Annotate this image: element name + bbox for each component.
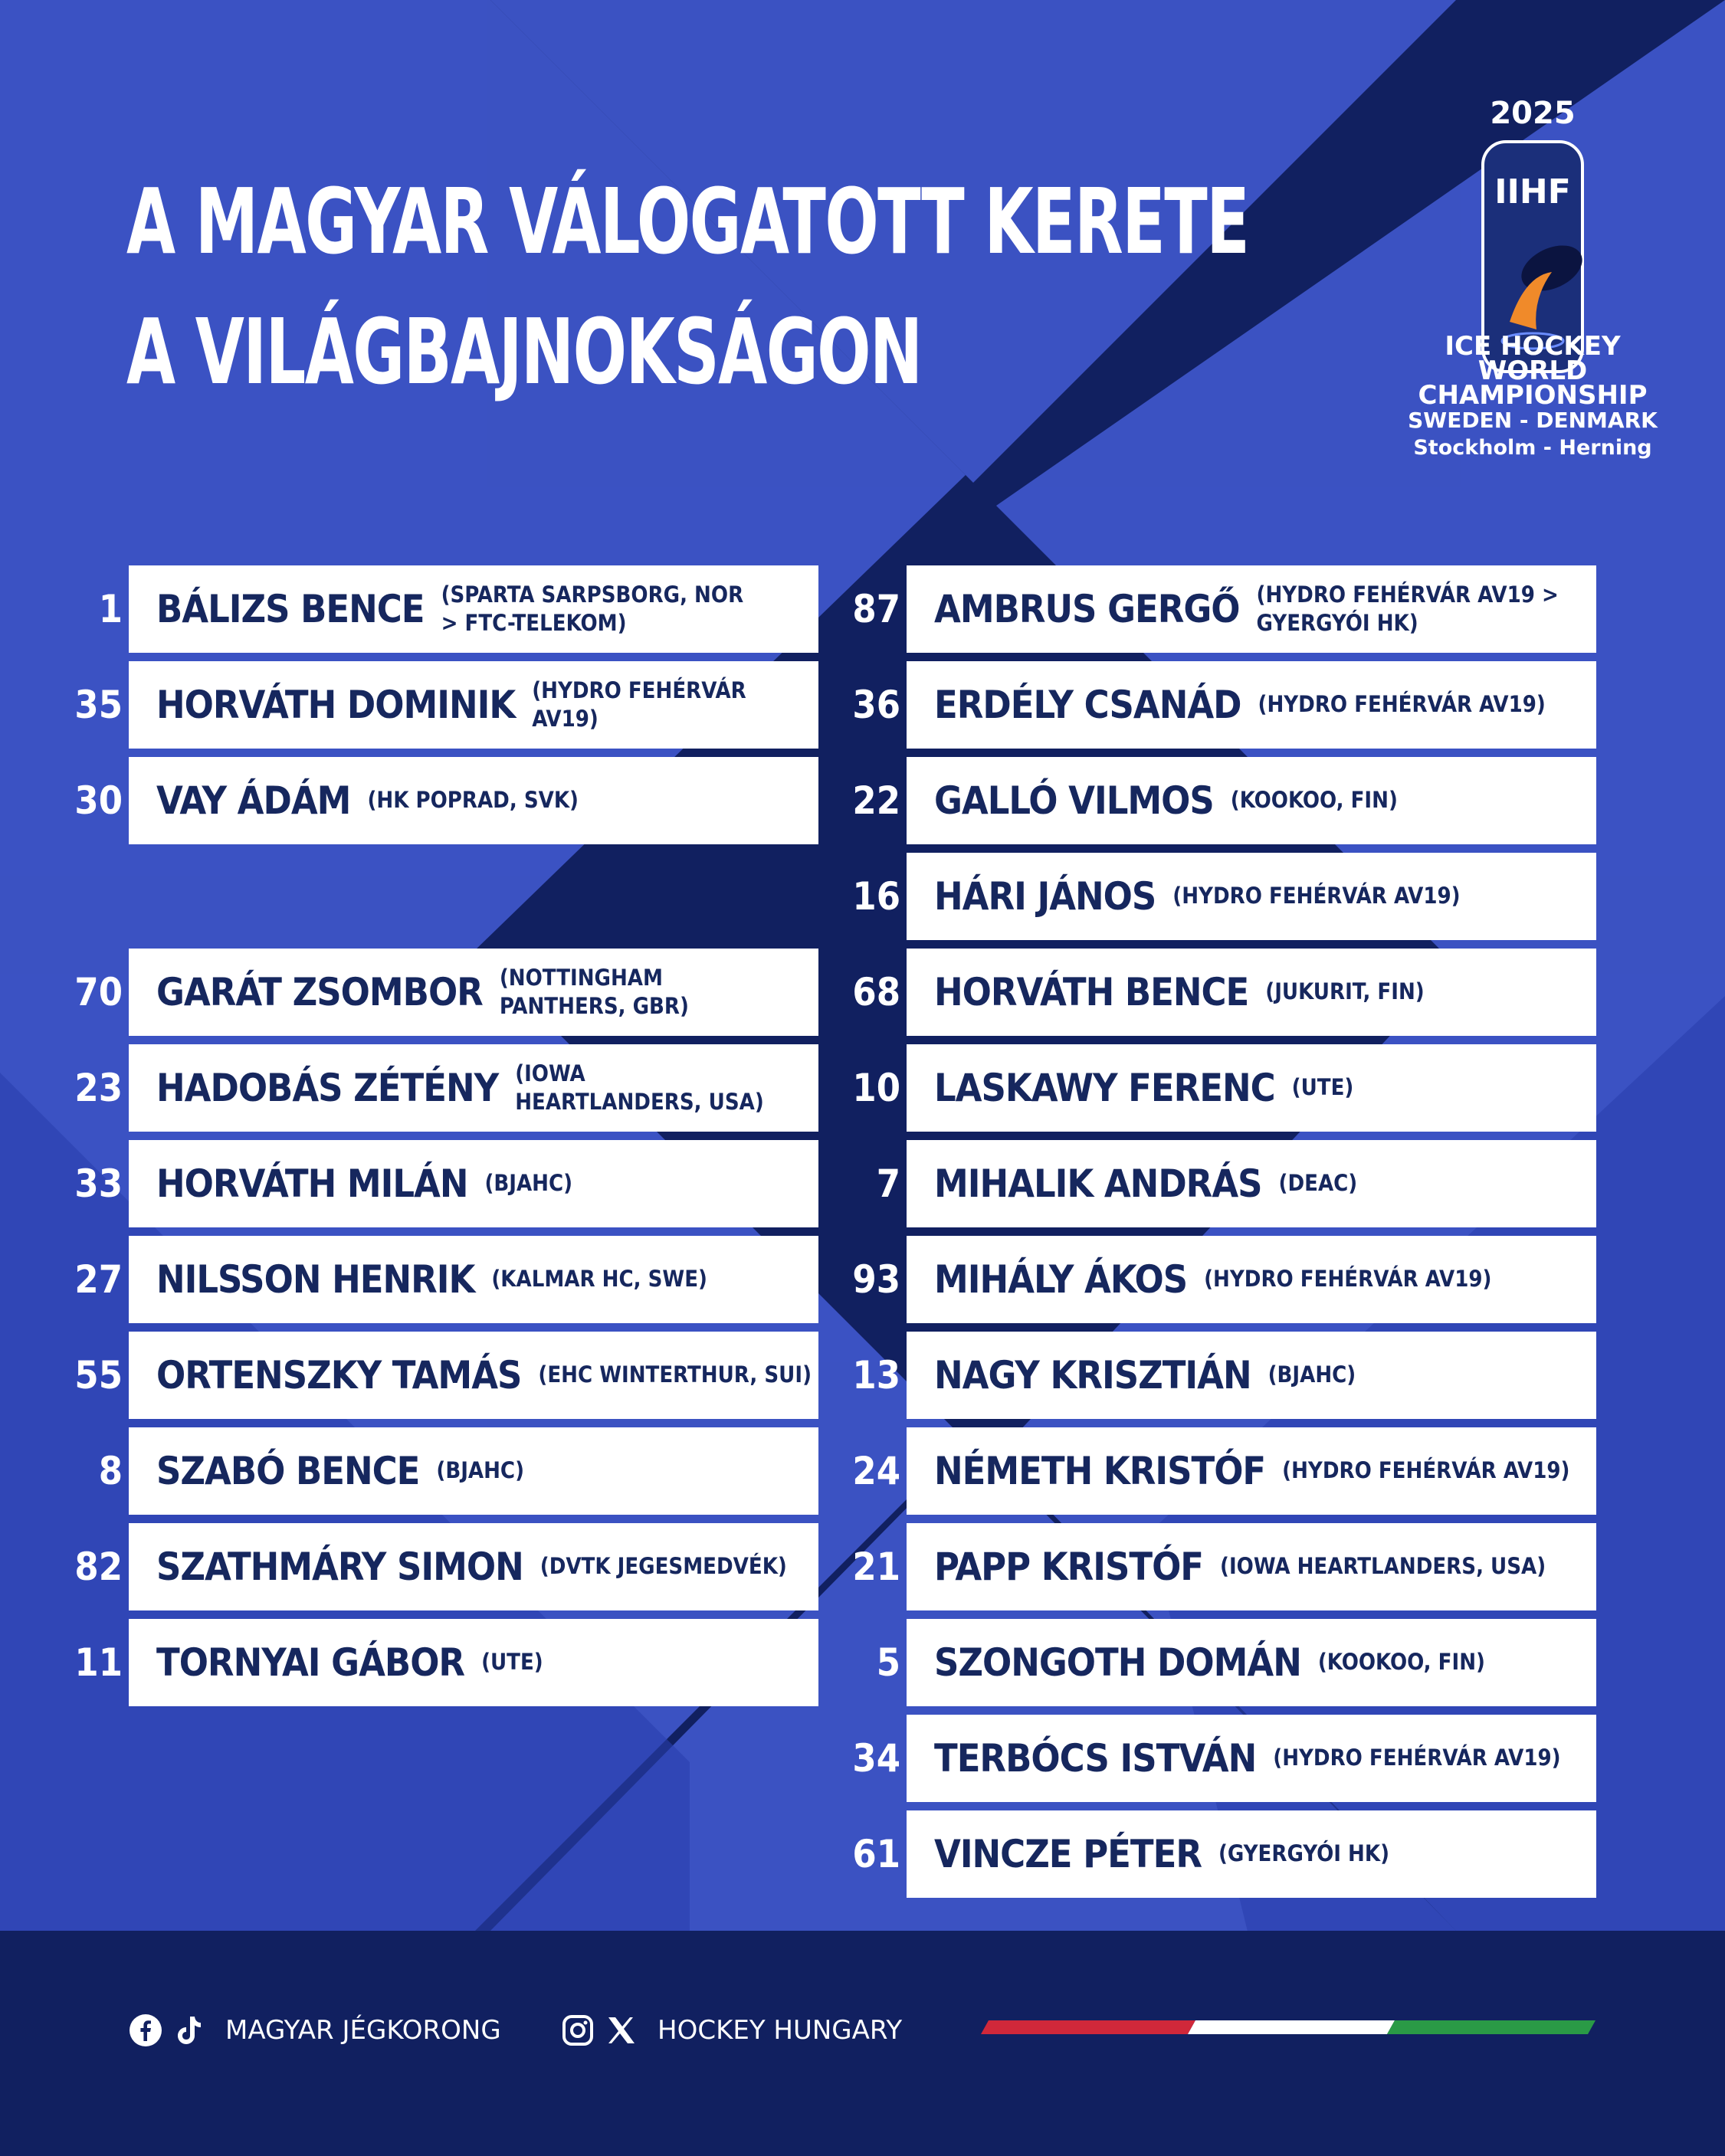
player-club: (HK POPRAD, SVK) bbox=[367, 787, 579, 814]
player-card bbox=[907, 1332, 1596, 1419]
footer-social-2 bbox=[561, 2007, 902, 2053]
player-card bbox=[129, 757, 818, 844]
player-name: MIHALIK ANDRÁS bbox=[934, 1162, 1262, 1206]
player-club: (GYERGYÓI HK) bbox=[1218, 1840, 1390, 1867]
player-name: NAGY KRISZTIÁN bbox=[934, 1353, 1251, 1397]
player-number: 10 bbox=[852, 1066, 900, 1110]
player-name: HADOBÁS ZÉTÉNY bbox=[156, 1066, 499, 1110]
player-card bbox=[907, 757, 1596, 844]
player-name: LASKAWY FERENC bbox=[934, 1066, 1275, 1110]
player-card bbox=[129, 1523, 818, 1610]
logo-line2: WORLD bbox=[1477, 356, 1588, 386]
player-club: (IOWA HEARTLANDERS, USA) bbox=[1220, 1553, 1546, 1580]
player-card bbox=[907, 1044, 1596, 1132]
player-club: (HYDRO FEHÉRVÁR AV19 > GYERGYÓI HK) bbox=[1256, 581, 1559, 636]
logo-line4: SWEDEN - DENMARK bbox=[1408, 408, 1658, 433]
player-card bbox=[907, 1427, 1596, 1515]
player-card bbox=[907, 853, 1596, 940]
player-club: (KALMAR HC, SWE) bbox=[491, 1266, 707, 1293]
player-club: (UTE) bbox=[481, 1649, 543, 1676]
page-subtitle: A VILÁGBAJNOKSÁGON bbox=[126, 299, 922, 405]
player-name: HÁRI JÁNOS bbox=[934, 874, 1156, 919]
hungarian-flag-stripe bbox=[981, 2020, 1595, 2034]
player-card bbox=[907, 949, 1596, 1036]
player-club: (IOWA HEARTLANDERS, USA) bbox=[515, 1060, 764, 1115]
player-number: 70 bbox=[74, 970, 123, 1014]
player-number: 27 bbox=[74, 1257, 123, 1302]
player-name: HORVÁTH MILÁN bbox=[156, 1162, 468, 1206]
player-name: ORTENSZKY TAMÁS bbox=[156, 1353, 522, 1397]
player-card bbox=[907, 661, 1596, 749]
player-name: NILSSON HENRIK bbox=[156, 1257, 475, 1302]
player-club: (DVTK JEGESMEDVÉK) bbox=[539, 1553, 787, 1580]
player-card bbox=[129, 1044, 818, 1132]
player-name: VAY ÁDÁM bbox=[156, 778, 351, 823]
player-number: 24 bbox=[852, 1449, 900, 1493]
player-number: 34 bbox=[852, 1736, 900, 1781]
logo-line3: CHAMPIONSHIP bbox=[1418, 380, 1648, 411]
player-club: (EHC WINTERTHUR, SUI) bbox=[538, 1361, 812, 1388]
footer-label-1[interactable]: MAGYAR JÉGKORONG bbox=[225, 2015, 501, 2046]
facebook-icon[interactable] bbox=[129, 2013, 162, 2047]
player-club: (KOOKOO, FIN) bbox=[1230, 787, 1398, 814]
instagram-icon[interactable] bbox=[561, 2013, 595, 2047]
player-name: BÁLIZS BENCE bbox=[156, 587, 425, 631]
player-card bbox=[907, 1810, 1596, 1898]
player-club: (HYDRO FEHÉRVÁR AV19) bbox=[1204, 1266, 1492, 1293]
player-number: 68 bbox=[852, 970, 900, 1014]
player-card bbox=[907, 1140, 1596, 1227]
tiktok-icon[interactable] bbox=[172, 2013, 205, 2047]
player-name: SZONGOTH DOMÁN bbox=[934, 1640, 1301, 1685]
player-number: 13 bbox=[852, 1353, 900, 1397]
player-card bbox=[907, 1619, 1596, 1706]
player-number: 7 bbox=[876, 1162, 900, 1206]
player-club: (HYDRO FEHÉRVÁR AV19) bbox=[1172, 883, 1461, 909]
player-club: (NOTTINGHAM PANTHERS, GBR) bbox=[499, 964, 689, 1019]
player-club: (UTE) bbox=[1291, 1074, 1354, 1101]
player-club: (HYDRO FEHÉRVÁR AV19) bbox=[1273, 1745, 1561, 1771]
player-number: 11 bbox=[74, 1640, 123, 1685]
player-card bbox=[907, 1715, 1596, 1802]
player-number: 61 bbox=[852, 1832, 900, 1876]
player-club: (BJAHC) bbox=[484, 1170, 573, 1197]
footer-label-2[interactable]: HOCKEY HUNGARY bbox=[658, 2015, 903, 2046]
player-card bbox=[129, 1427, 818, 1515]
player-number: 36 bbox=[852, 683, 900, 727]
player-number: 55 bbox=[74, 1353, 123, 1397]
player-name: HORVÁTH BENCE bbox=[934, 970, 1249, 1014]
player-number: 33 bbox=[74, 1162, 123, 1206]
logo-year: 2025 bbox=[1490, 96, 1576, 131]
player-name: MIHÁLY ÁKOS bbox=[934, 1257, 1188, 1302]
player-number: 87 bbox=[852, 587, 900, 631]
player-card bbox=[129, 565, 818, 653]
player-name: AMBRUS GERGŐ bbox=[934, 587, 1240, 631]
player-name: HORVÁTH DOMINIK bbox=[156, 683, 516, 727]
player-card bbox=[129, 1140, 818, 1227]
player-name: TORNYAI GÁBOR bbox=[156, 1640, 465, 1685]
player-card bbox=[907, 1236, 1596, 1323]
player-name: TERBÓCS ISTVÁN bbox=[934, 1736, 1257, 1781]
iihf-logo bbox=[1402, 96, 1663, 471]
player-club: (HYDRO FEHÉRVÁR AV19) bbox=[1258, 691, 1546, 718]
player-name: SZABÓ BENCE bbox=[156, 1449, 420, 1493]
player-card bbox=[129, 661, 818, 749]
page-title: A MAGYAR VÁLOGATOTT KERETE bbox=[126, 169, 1249, 274]
player-name: NÉMETH KRISTÓF bbox=[934, 1449, 1266, 1493]
player-club: (KOOKOO, FIN) bbox=[1317, 1649, 1485, 1676]
player-club: (DEAC) bbox=[1278, 1170, 1358, 1197]
logo-line5: Stockholm - Herning bbox=[1413, 436, 1652, 460]
player-number: 82 bbox=[74, 1545, 123, 1589]
footer-social-1 bbox=[129, 2007, 501, 2053]
player-number: 93 bbox=[852, 1257, 900, 1302]
player-card bbox=[129, 949, 818, 1036]
player-club: (HYDRO FEHÉRVÁR AV19) bbox=[532, 677, 746, 732]
x-icon[interactable] bbox=[604, 2013, 638, 2047]
player-club: (JUKURIT, FIN) bbox=[1265, 978, 1425, 1005]
player-name: GARÁT ZSOMBOR bbox=[156, 970, 483, 1014]
player-number: 35 bbox=[74, 683, 123, 727]
player-number: 5 bbox=[876, 1640, 900, 1685]
player-number: 8 bbox=[98, 1449, 123, 1493]
player-club: (SPARTA SARPSBORG, NOR > FTC-TELEKOM) bbox=[441, 581, 744, 636]
player-name: GALLÓ VILMOS bbox=[934, 778, 1214, 823]
player-club: (BJAHC) bbox=[1268, 1361, 1356, 1388]
player-number: 23 bbox=[74, 1066, 123, 1110]
logo-line1: ICE HOCKEY bbox=[1445, 331, 1621, 362]
player-club: (BJAHC) bbox=[436, 1457, 525, 1484]
player-card bbox=[907, 565, 1596, 653]
player-club: (HYDRO FEHÉRVÁR AV19) bbox=[1282, 1457, 1570, 1484]
player-name: PAPP KRISTÓF bbox=[934, 1545, 1204, 1589]
player-name: VINCZE PÉTER bbox=[934, 1832, 1202, 1876]
player-number: 1 bbox=[98, 587, 123, 631]
player-number: 22 bbox=[852, 778, 900, 823]
player-name: ERDÉLY CSANÁD bbox=[934, 683, 1241, 727]
player-number: 21 bbox=[852, 1545, 900, 1589]
logo-brand: IIHF bbox=[1494, 172, 1571, 211]
player-name: SZATHMÁRY SIMON bbox=[156, 1545, 523, 1589]
player-card bbox=[129, 1619, 818, 1706]
player-card bbox=[907, 1523, 1596, 1610]
player-card bbox=[129, 1332, 818, 1419]
player-card bbox=[129, 1236, 818, 1323]
player-number: 30 bbox=[74, 778, 123, 823]
player-number: 16 bbox=[852, 874, 900, 919]
